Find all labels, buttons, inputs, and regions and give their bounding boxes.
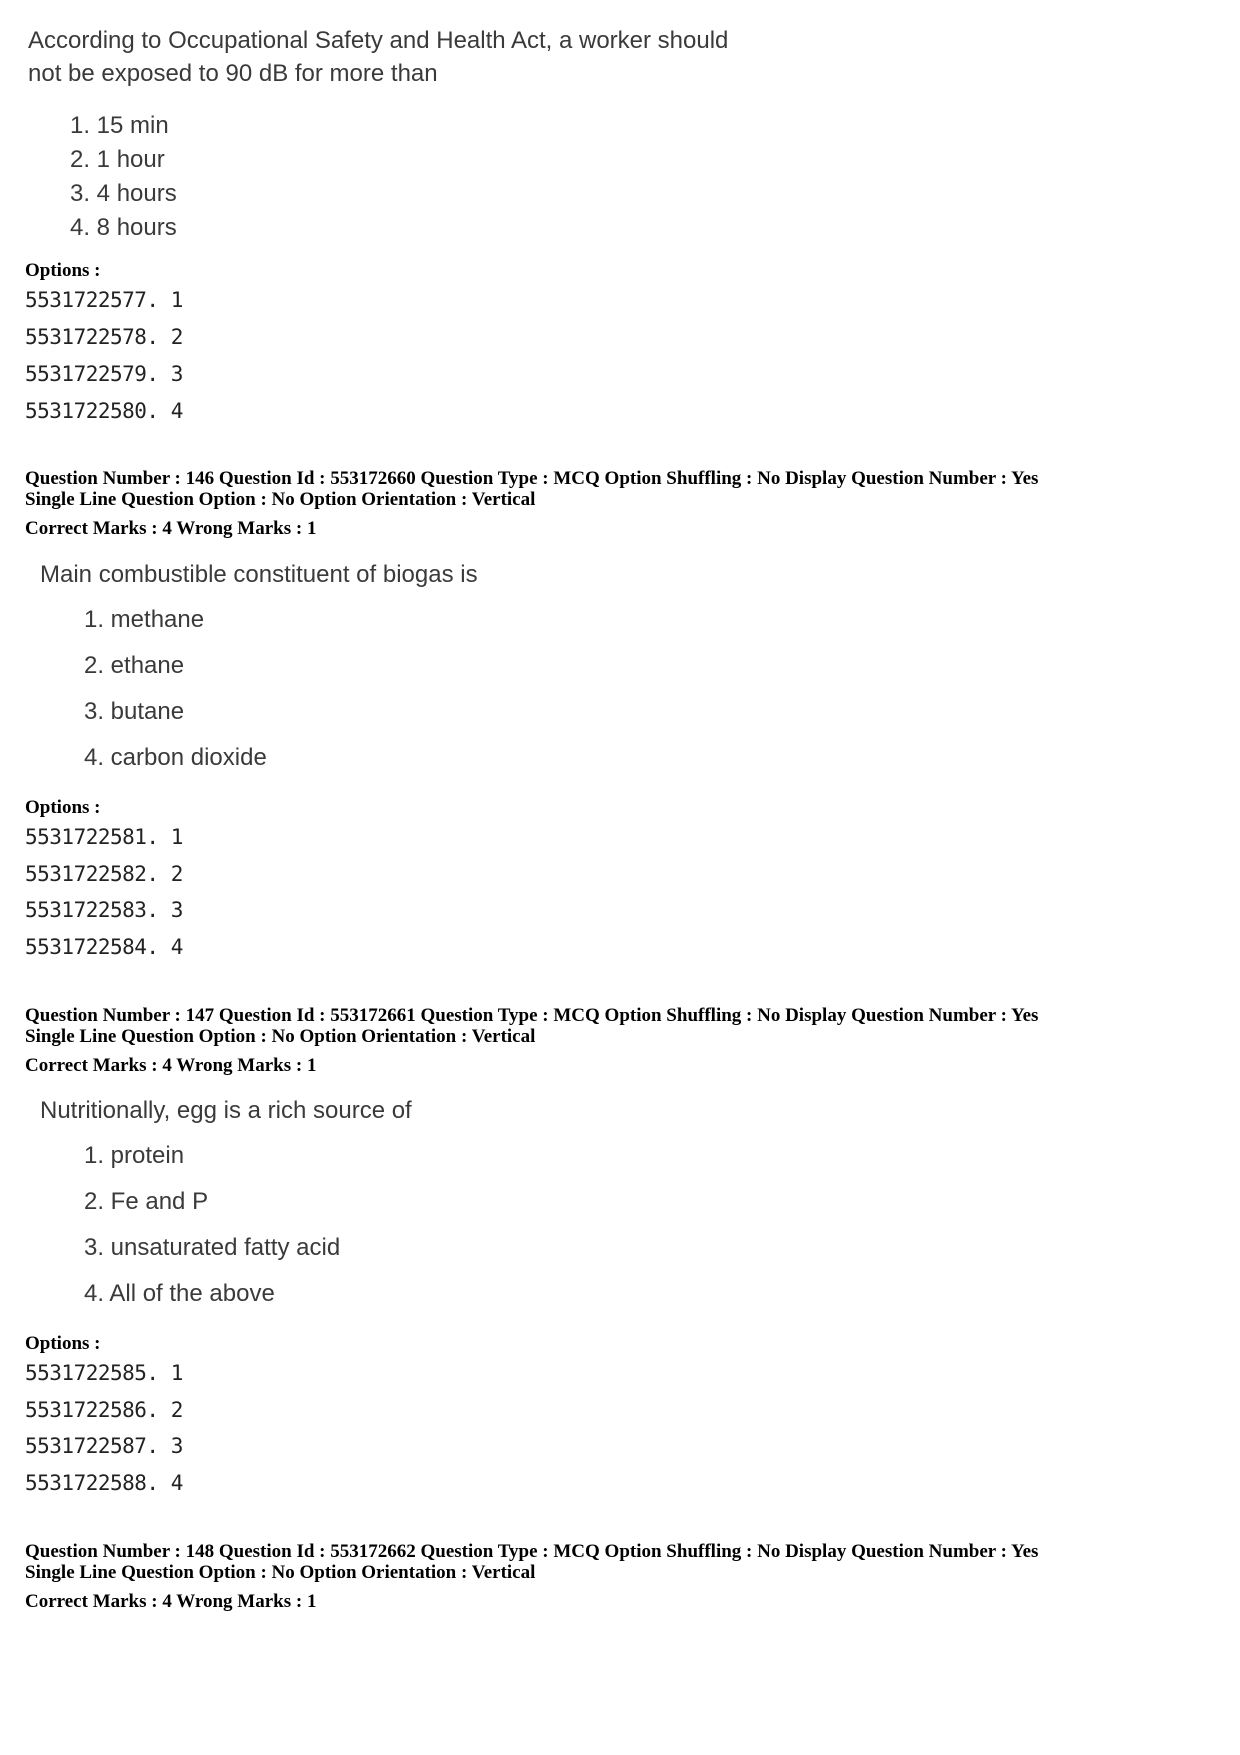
option-item: 5531722578. 2 [25, 325, 183, 349]
question-marks: Correct Marks : 4 Wrong Marks : 1 [25, 1055, 317, 1076]
choice-item: 1. protein [84, 1142, 185, 1169]
choice-item: 3. 4 hours [70, 180, 177, 207]
choice-item: 3. butane [84, 698, 185, 725]
question-stem: According to Occupational Safety and Health Act, a worker should [28, 27, 729, 54]
question-meta: Single Line Question Option : No Option Orientation : Vertical [25, 1026, 536, 1047]
option-item: 5531722577. 1 [25, 288, 183, 312]
option-item: 5531722584. 4 [25, 935, 183, 959]
option-item: 5531722582. 2 [25, 862, 183, 886]
question-stem: Main combustible constituent of biogas is [40, 561, 478, 588]
option-item: 5531722588. 4 [25, 1471, 183, 1495]
choice-item: 2. ethane [84, 652, 185, 679]
question-stem: not be exposed to 90 dB for more than [28, 60, 438, 87]
question-image [28, 24, 748, 244]
options-label: Options : [25, 1333, 101, 1354]
question-meta: Question Number : 146 Question Id : 553172660 Question Type : MCQ Option Shuffling : No Display Question Number : Yes [25, 468, 1039, 489]
choice-item: 4. 8 hours [70, 214, 177, 241]
options-label: Options : [25, 260, 101, 281]
option-item: 5531722585. 1 [25, 1361, 183, 1385]
option-item: 5531722587. 3 [25, 1434, 183, 1458]
choice-item: 2. 1 hour [70, 146, 165, 173]
question-stem: Nutritionally, egg is a rich source of [40, 1097, 412, 1124]
question-image [40, 558, 560, 778]
choice-item: 4. All of the above [84, 1280, 275, 1307]
choice-item: 1. methane [84, 606, 205, 633]
question-marks: Correct Marks : 4 Wrong Marks : 1 [25, 518, 317, 539]
question-meta: Question Number : 148 Question Id : 553172662 Question Type : MCQ Option Shuffling : No Display Question Number : Yes [25, 1541, 1039, 1562]
option-item: 5531722581. 1 [25, 825, 183, 849]
choice-item: 3. unsaturated fatty acid [84, 1234, 341, 1261]
question-meta: Single Line Question Option : No Option Orientation : Vertical [25, 1562, 536, 1583]
choice-item: 2. Fe and P [84, 1188, 209, 1215]
question-marks: Correct Marks : 4 Wrong Marks : 1 [25, 1591, 317, 1612]
option-item: 5531722586. 2 [25, 1398, 183, 1422]
option-item: 5531722579. 3 [25, 362, 183, 386]
question-meta: Single Line Question Option : No Option Orientation : Vertical [25, 489, 536, 510]
options-label: Options : [25, 797, 101, 818]
question-image [40, 1094, 560, 1314]
choice-item: 1. 15 min [70, 112, 169, 139]
choice-item: 4. carbon dioxide [84, 744, 267, 771]
question-meta: Question Number : 147 Question Id : 553172661 Question Type : MCQ Option Shuffling : No Display Question Number : Yes [25, 1005, 1039, 1026]
option-item: 5531722580. 4 [25, 399, 183, 423]
option-item: 5531722583. 3 [25, 898, 183, 922]
